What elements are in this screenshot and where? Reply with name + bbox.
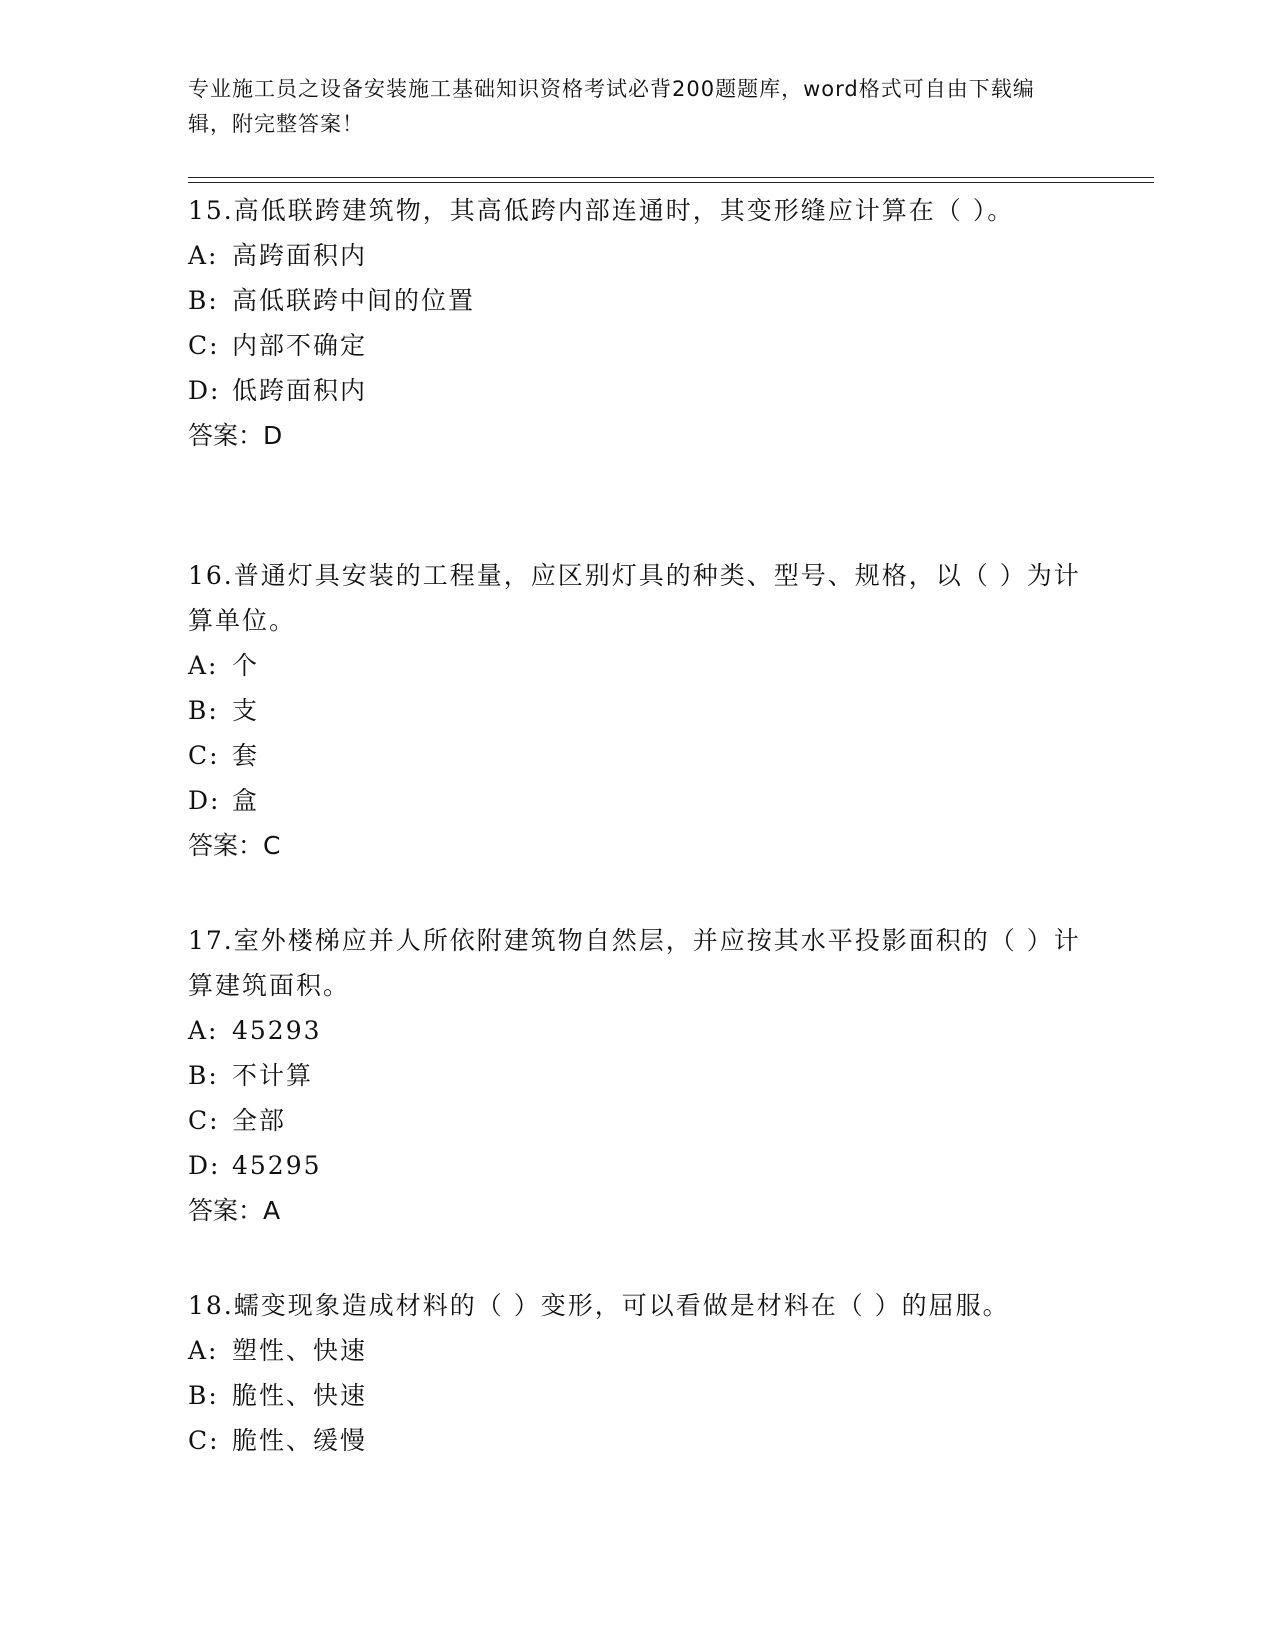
option-a [188,643,1088,688]
question-stem: 18.蠕变现象造成材料的（ ）变形，可以看做是材料在（ ）的屈服。 [188,1291,1010,1320]
option-text: 个 [232,651,260,680]
question-18 [188,1283,1088,1463]
option-c [188,733,1088,778]
option-b [188,1373,1088,1418]
option-text: 低跨面积内 [232,376,368,405]
option-letter: A: [188,651,219,680]
option-letter: B: [188,286,219,315]
option-text: 45295 [232,1151,322,1180]
option-text: 全部 [232,1106,287,1135]
option-text: 塑性、快速 [232,1336,368,1365]
question-stem: 15.高低联跨建筑物，其高低跨内部连通时，其变形缝应计算在（ ）。 [188,196,1015,225]
option-letter: C: [188,1106,220,1135]
answer-line: 答案：D [188,421,283,450]
option-b [188,278,1088,323]
answer-line: 答案：A [188,1196,281,1225]
option-text: 45293 [232,1016,322,1045]
option-a [188,1328,1088,1373]
option-letter: C: [188,1426,220,1455]
option-letter: A: [188,1016,219,1045]
option-text: 不计算 [232,1061,314,1090]
document-header: 专业施工员之设备安装施工基础知识资格考试必背200题题库，word格式可自由下载编辑，附完整答案！ [188,77,1035,136]
option-text: 高低联跨中间的位置 [232,286,476,315]
option-letter: D: [188,376,221,405]
option-text: 高跨面积内 [232,241,368,270]
option-letter: B: [188,1381,219,1410]
option-letter: C: [188,741,220,770]
header-divider-top [188,177,1154,178]
option-letter: C: [188,331,220,360]
question-15 [188,188,1088,458]
question-16 [188,553,1088,868]
option-b [188,1053,1088,1098]
option-text: 内部不确定 [232,331,368,360]
option-letter: B: [188,1061,219,1090]
option-letter: D: [188,1151,221,1180]
option-d [188,778,1088,823]
option-d [188,1143,1088,1188]
option-a [188,1008,1088,1053]
option-text: 脆性、缓慢 [232,1426,368,1455]
question-17 [188,918,1088,1233]
option-c [188,1418,1088,1463]
option-letter: A: [188,1336,219,1365]
option-letter: A: [188,241,219,270]
option-d [188,368,1088,413]
option-c [188,1098,1088,1143]
option-a [188,233,1088,278]
header-divider-bottom [188,182,1154,183]
option-text: 脆性、快速 [232,1381,368,1410]
option-c [188,323,1088,368]
option-letter: B: [188,696,219,725]
option-b [188,688,1088,733]
option-text: 套 [232,741,260,770]
question-stem: 17.室外楼梯应并人所依附建筑物自然层，并应按其水平投影面积的（ ）计算建筑面积。 [188,926,1081,1000]
question-stem: 16.普通灯具安装的工程量，应区别灯具的种类、型号、规格，以（ ）为计算单位。 [188,561,1081,635]
option-letter: D: [188,786,221,815]
option-text: 盒 [232,786,260,815]
answer-line: 答案：C [188,831,281,860]
option-text: 支 [232,696,260,725]
